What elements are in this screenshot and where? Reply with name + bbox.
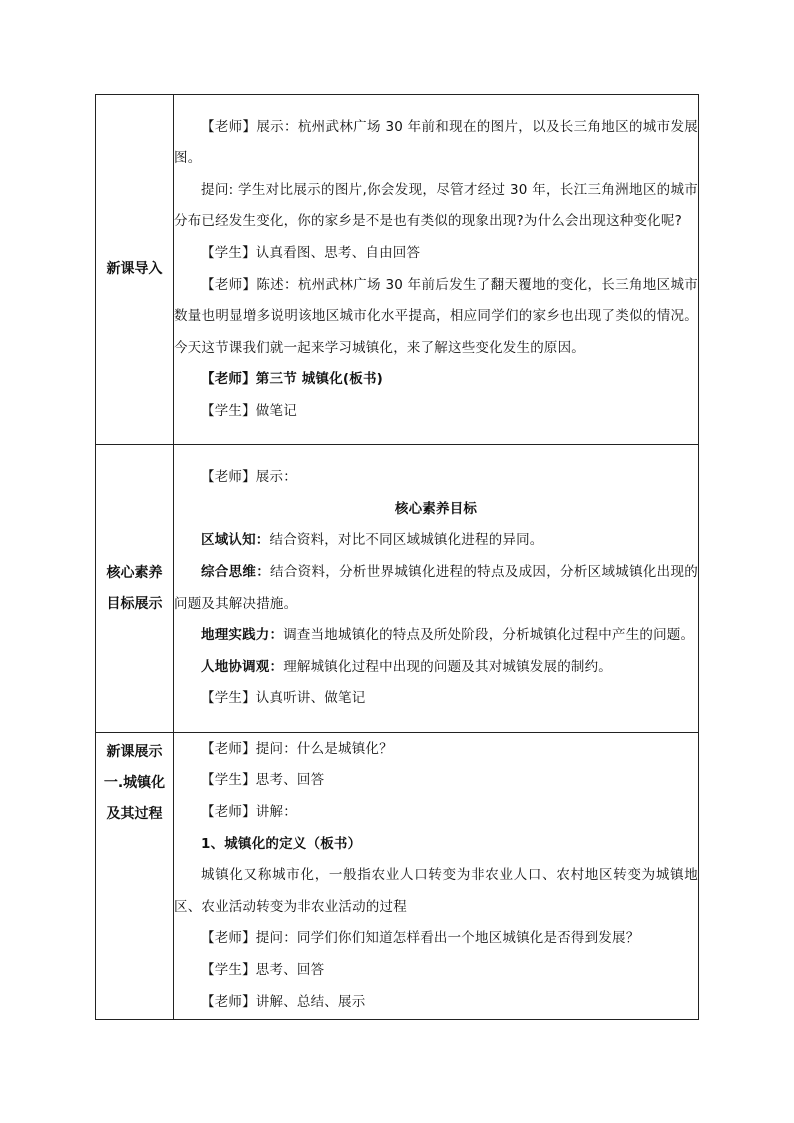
section-content-core-goals [174,445,699,733]
paragraph: 【老师】展示： [201,469,297,486]
subheading: 1、城镇化的定义（板书） [201,835,362,852]
goal-term: 综合思维： [201,563,271,580]
goal-text: 结合资料，分析世界城镇化进程的特点及成因，分析区域城镇化出现的问题及其解决措施。 [174,563,699,612]
paragraph: 【学生】思考、回答 [201,772,325,789]
goal-term: 地理实践力： [201,627,284,644]
paragraph: 【学生】思考、回答 [201,961,325,978]
paragraph: 【老师】第三节 城镇化(板书) [201,371,384,388]
paragraph: 【老师】讲解： [201,804,297,821]
paragraph: 【学生】认真听讲、做笔记 [201,690,366,707]
paragraph: 【老师】提问：什么是城镇化？ [201,740,393,757]
goal-term: 人地协调观： [201,658,284,675]
section-label-core-goals [96,445,174,733]
goal-item [174,557,698,620]
row-intro [96,95,699,445]
paragraph: 提问: 学生对比展示的图片,你会发现，尽管才经过 30 年，长江三角洲地区的城市分布已经发生变化，你的家乡是不是也有类似的现象出现?为什么会出现这种变化呢? [174,181,698,230]
goals-heading: 核心素养目标 [394,500,478,517]
paragraph: 【老师】讲解、总结、展示 [201,993,366,1010]
paragraph: 【学生】认真看图、思考、自由回答 [201,244,421,261]
lesson-plan-table [95,94,699,1020]
goal-text: 调查当地城镇化的特点及所处阶段，分析城镇化过程中产生的问题。 [283,627,695,644]
section-content-intro [174,95,699,445]
paragraph: 【老师】陈述：杭州武林广场 30 年前后发生了翻天覆地的变化，长三角地区城市数量也明显增多说明该地区城市化水平提高，相应同学们的家乡也出现了类似的情况。今天这节课我们就一起来学习城镇化，来了解这些变化发生的原因。 [174,276,698,356]
paragraph: 【老师】展示：杭州武林广场 30 年前和现在的图片，以及长三角地区的城市发展图。 [174,118,698,167]
paragraph: 【学生】做笔记 [201,402,297,419]
goal-item [174,652,698,684]
row-urbanization [96,733,699,1020]
goal-text: 理解城镇化过程中出现的问题及其对城镇发展的制约。 [283,658,613,675]
paragraph: 城镇化又称城市化，一般指农业人口转变为非农业人口、农村地区转变为城镇地区、农业活动转变为非农业活动的过程 [174,867,698,915]
row-core-goals [96,445,699,733]
goal-term: 区域认知： [201,532,270,549]
label-line: 一.城镇化 [103,775,166,791]
goal-text: 结合资料，对比不同区域城镇化进程的异同。 [269,532,544,549]
label-line: 目标展示 [106,595,163,612]
label-line: 新课展示 [106,744,163,760]
section-content-urbanization [174,733,699,1020]
paragraph: 【老师】提问：同学们你们知道怎样看出一个地区城镇化是否得到发展？ [201,930,640,947]
label-line: 及其过程 [106,806,163,822]
section-label-urbanization [96,733,174,1020]
goal-item [174,620,698,652]
section-label-intro: 新课导入 [96,95,174,445]
goal-item [174,525,698,557]
label-line: 核心素养 [106,564,163,581]
